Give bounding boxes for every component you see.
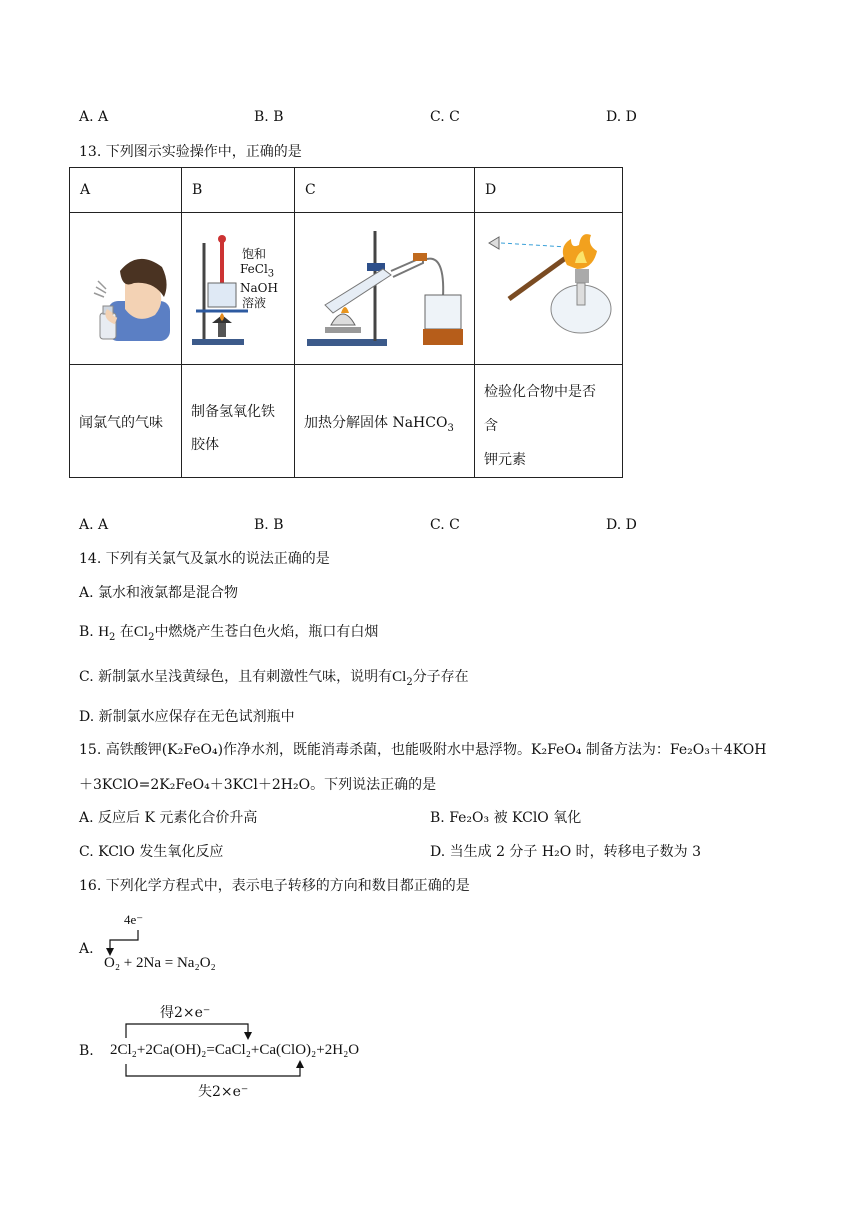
image-c-cell	[295, 213, 475, 365]
flame-test-apparatus	[475, 213, 622, 360]
q15-option-b: B. Fe₂O₃ 被 KClO 氧化	[430, 810, 582, 826]
caption-b-line1: 制备氢氧化铁	[191, 404, 275, 420]
prev-option-d: D. D	[606, 109, 637, 125]
q13-stem: 13. 下列图示实验操作中，正确的是	[79, 144, 302, 160]
q14-option-a: A. 氯水和液氯都是混合物	[79, 585, 239, 601]
header-d: D	[475, 168, 623, 213]
q16-b-lose-label: 失2×e⁻	[198, 1084, 249, 1100]
q16-option-b-label: B.	[79, 1043, 94, 1059]
q16-b-equation: 2Cl₂+2Ca(OH)₂=CaCl₂+Ca(ClO)₂+2H₂O	[110, 1042, 360, 1058]
image-d-cell	[475, 213, 623, 365]
image-b-cell	[182, 213, 295, 365]
q15-stem-line2: ＋3KClO=2K₂FeO₄＋3KCl＋2H₂O。下列说法正确的是	[79, 777, 437, 793]
label-fecl3: FeCl$_3$	[240, 262, 275, 280]
q13-table	[69, 167, 623, 478]
heating-apparatus	[295, 213, 474, 360]
caption-d-line3: 钾元素	[484, 452, 526, 468]
q13-option-b: B. B	[254, 517, 284, 533]
q16-b-gain-label: 得2×e⁻	[160, 1005, 211, 1021]
caption-b-line2: 胶体	[191, 437, 219, 453]
q14-option-b: B. $H_2$ 在$Cl_2$中燃烧产生苍白色火焰，瓶口有白烟	[79, 624, 379, 643]
q13-option-c: C. C	[430, 517, 460, 533]
q14-option-d: D. 新制氯水应保存在无色试剂瓶中	[79, 709, 295, 725]
smell-gas-illustration	[70, 213, 181, 360]
header-b: B	[182, 168, 295, 213]
caption-a: 闻氯气的气味	[79, 415, 163, 431]
q14-stem: 14. 下列有关氯气及氯水的说法正确的是	[79, 551, 330, 567]
caption-d-line1: 检验化合物中是否	[484, 384, 596, 400]
q16-a-electron-label: 4e⁻	[124, 912, 144, 927]
image-a-cell	[70, 213, 182, 365]
label-naoh: NaOH	[240, 281, 278, 295]
prev-option-c: C. C	[430, 109, 460, 125]
caption-a-cell	[70, 365, 182, 478]
prev-option-a: A. A	[79, 109, 109, 125]
caption-d-cell	[475, 365, 623, 478]
header-a: A	[70, 168, 182, 213]
q16-stem: 16. 下列化学方程式中，表示电子转移的方向和数目都正确的是	[79, 878, 470, 894]
q16-a-equation: O₂ + 2Na = Na₂O₂	[104, 955, 216, 971]
caption-c-cell	[295, 365, 475, 478]
q13-option-a: A. A	[79, 517, 109, 533]
prev-option-b: B. B	[254, 109, 284, 125]
header-c: C	[295, 168, 475, 213]
q13-option-d: D. D	[606, 517, 637, 533]
q16-option-a-label: A.	[79, 941, 94, 957]
q15-option-a: A. 反应后 K 元素化合价升高	[79, 810, 258, 826]
label-solution: 溶液	[242, 296, 267, 310]
label-saturated: 饱和	[242, 247, 267, 261]
q15-option-c: C. KClO 发生氧化反应	[79, 844, 224, 860]
caption-d-line2: 含	[484, 418, 498, 434]
caption-b-cell	[182, 365, 295, 478]
q15-option-d: D. 当生成 2 分子 H₂O 时，转移电子数为 3	[430, 844, 701, 860]
q14-option-c: C. 新制氯水呈浅黄绿色，且有刺激性气味，说明有$Cl_2$分子存在	[79, 669, 469, 688]
q15-stem-line1: 15. 高铁酸钾(K₂FeO₄)作净水剂，既能消毒杀菌，也能吸附水中悬浮物。K₂FeO₄ 制备方法为：Fe₂O₃＋4KOH	[79, 742, 767, 758]
caption-c: 加热分解固体 NaHCO$_3$	[304, 415, 454, 434]
